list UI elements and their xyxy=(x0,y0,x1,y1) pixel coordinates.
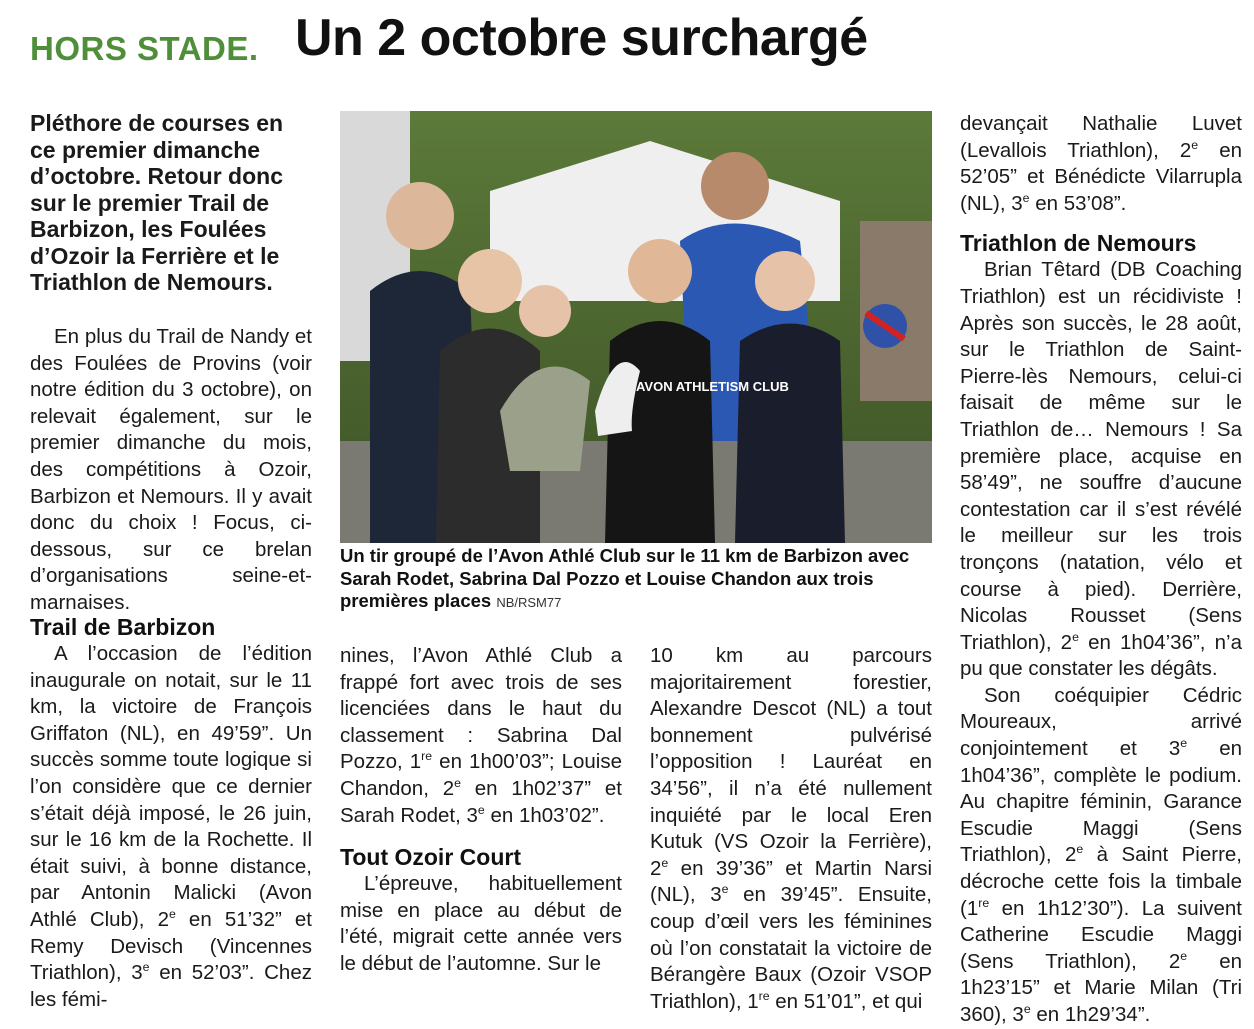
caption-text: Un tir groupé de l’Avon Athlé Club sur le 11 km de Barbizon avec Sarah Rodet, Sabrina Dal Pozzo et Louise Chandon aux trois premières places xyxy=(340,545,910,611)
intro-paragraph: En plus du Trail de Nandy et des Foulées de Provins (voir notre édition du 3 octobre), on relevait également, sur le premier dimanche du mois, des compétitions à Ozoir, Barbizon et Nemours. Il y avait donc du choix ! Focus, ci-dessous, sur ce brelan d’organisations seine-et-marnaises. xyxy=(30,325,312,614)
column-4 xyxy=(960,111,1242,1029)
article-lead: Pléthore de courses en ce premier dimanche d’octobre. Retour donc sur le premier Trail de Barbizon, les Foulées d’Ozoir la Ferrière et le Triathlon de Nemours. xyxy=(30,110,284,295)
nemours-paragraph-2: Son coéquipier Cédric Moureaux, arrivé conjointement et 3e en 1h04’36”, complète le podium. Au chapitre féminin, Garance Escudie Maggi (Sens Triathlon), 2e à Saint Pierre, décroche cette fois la timbale (1re en 1h12’30”). La suivent Catherine Escudie Maggi (Sens Triathlon), 2e en 1h23’15” et Marie Milan (Tri 360), 3e en 1h29’34”. xyxy=(960,683,1242,1026)
photo-credit: NB/RSM77 xyxy=(496,595,562,610)
column-3 xyxy=(650,643,932,1015)
column-1-barbizon xyxy=(30,613,312,1013)
ozoir-end: devançait Nathalie Luvet (Levallois Triathlon), 2e en 52’05” et Bénédicte Vilarrupla (NL), 3e en 53’08”. xyxy=(960,112,1242,215)
section-title-ozoir: Tout Ozoir Court xyxy=(340,844,521,871)
photo-caption xyxy=(340,545,932,615)
barbizon-paragraph: A l’occasion de l’édition inaugurale on notait, sur le 11 km, la victoire de François Griffaton (NL), en 49’59”. Un succès somme toute logique si l’on considère que ce dernier s’était déjà imposé, le 26 juin, sur le 16 km de la Rochette. Il était suivi, à bonne distance, par Antonin Malicki (Avon Athlé Club), 2e en 51’32” et Remy Devisch (Vincennes Triathlon), 3e en 52’03”. Chez les fémi- xyxy=(30,642,312,1011)
barbizon-continued: nines, l’Avon Athlé Club a frappé fort avec trois de ses licenciées dans le haut du classement : Sabrina Dal Pozzo, 1re en 1h00’03”; Louise Chandon, 2e en 1h02’37” et Sarah Rodet, 3e en 1h03’02”. xyxy=(340,644,622,827)
shirt-text: AVON ATHLETISM CLUB xyxy=(636,379,789,394)
article-photo xyxy=(340,111,932,543)
column-1 xyxy=(30,324,312,617)
article-title: Un 2 octobre surchargé xyxy=(295,9,868,67)
section-title-nemours: Triathlon de Nemours xyxy=(960,230,1197,257)
rubric-kicker: HORS STADE. xyxy=(30,30,259,67)
nemours-paragraph-1: Brian Têtard (DB Coaching Triathlon) est un récidiviste ! Après son succès, le 28 août, sur le Triathlon de Saint-Pierre-lès Nemours, celui-ci faisait de même sur le Triathlon de… Nemours ! Sa première place, acquise en 58’49”, ne souffre d’aucune contestation car il s’est révélé le meilleur sur les trois tronçons (natation, vélo et course à pied). Derrière, Nicolas Rousset (Sens Triathlon), 2e en 1h04’36”, n’a pu que constater les dégâts. xyxy=(960,258,1242,681)
section-title-barbizon: Trail de Barbizon xyxy=(30,614,216,640)
ozoir-paragraph: L’épreuve, habituellement mise en place au début de l’été, migrait cette année vers le début de l’automne. Sur le xyxy=(340,872,622,975)
ozoir-continued: 10 km au parcours majoritairement forestier, Alexandre Descot (NL) a tout bonnement pulvérisé l’opposition ! Lauréat en 34’56”, il n’a été nullement inquiété par le local Eren Kutuk (VS Ozoir la Ferrière), 2e en 39’36” et Martin Narsi (NL), 3e en 39’45”. Ensuite, coup d’œil vers les féminines où l’on constatait la victoire de Bérangère Baux (Ozoir VSOP Triathlon), 1re en 51’01”, et qui xyxy=(650,644,932,1013)
column-2 xyxy=(340,643,622,978)
